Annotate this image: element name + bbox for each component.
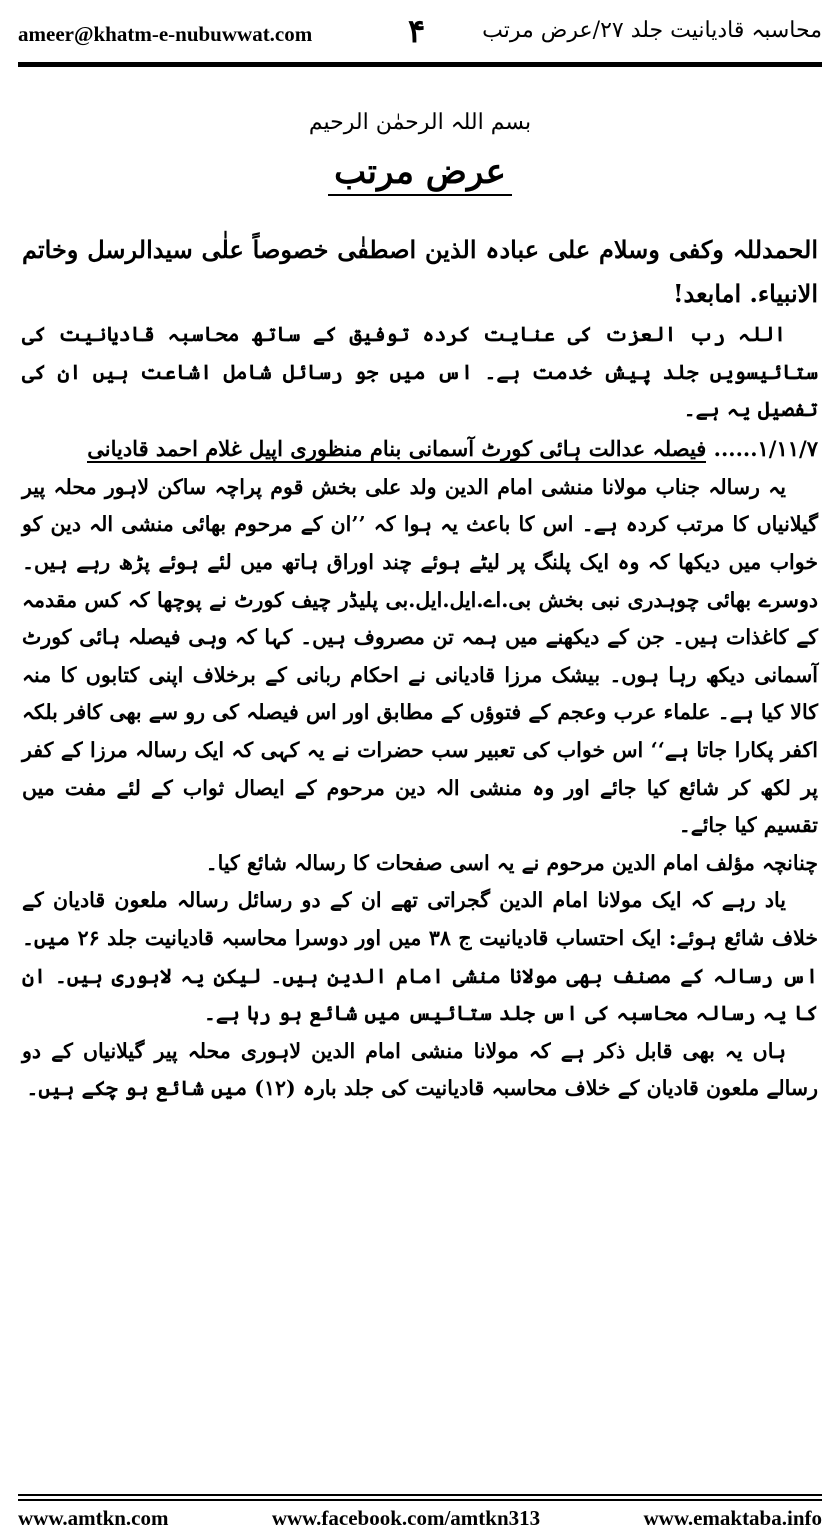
footer-link-emaktaba[interactable]: www.emaktaba.info xyxy=(643,1506,822,1530)
paragraph-2: چنانچہ مؤلف امام الدین مرحوم نے یہ اسی صفحات کا رسالہ شائع کیا۔ xyxy=(205,850,818,875)
intro-paragraph: اللہ رب العزت کی عنایت کردہ توفیق کے ساتھ محاسبہ قادیانیت کی ستائیسویں جلد پیش خدمت ہے۔ اس میں جو رسائل شامل اشاعت ہیں ان کی تفصیل یہ ہے۔ xyxy=(22,322,818,422)
page-header xyxy=(18,14,822,58)
basmala: بسم اللہ الرحمٰن الرحیم xyxy=(308,110,532,135)
page-footer xyxy=(18,1506,822,1536)
header-email: ameer@khatm-e-nubuwwat.com xyxy=(18,22,313,46)
paragraph-1: یہ رسالہ جناب مولانا منشی امام الدین ولد علی بخش قوم پراچہ ساکن لاہور محلہ پیر گیلانیاں کا مرتب کردہ ہے۔ اس کا باعث یہ ہوا کہ ’’ان کے مرحوم بھائی منشی الہ دین کو خواب میں دیکھا کہ وہ ایک پلنگ پر لیٹے ہوئے چند اوراق ہاتھ میں لئے ہوئے پڑھ رہے ہیں۔ دوسرے بھائی چوہدری نبی بخش بی.اے.ایل.ایل.بی پلیڈر چیف کورٹ نے پوچھا کہ کس مقدمہ کے کاغذات ہیں۔ جن کے دیکھنے میں ہمہ تن مصروف ہیں۔ کہا کہ وہی فیصلہ ہائی کورٹ آسمانی دیکھ رہا ہوں۔ بیشک مرزا قادیانی نے احکام ربانی کے برخلاف اپنی کتابوں کا منہ کالا کیا ہے۔ علماء عرب وعجم کے فتوؤں کے مطابق اور اس فیصلہ کی رو سے بھی کافر بلکہ اکفر پکارا جاتا ہے‘‘ اس خواب کی تعبیر سب حضرات نے یہ کہی کہ ایک رسالہ مرزا کے کفر پر لکھ کر شائع کیا جائے اور وہ منشی الہ دین مرحوم کے ایصال ثواب کے لئے مفت میں تقسیم کیا جائے۔ xyxy=(22,474,818,838)
section-title-text: عرض مرتب xyxy=(328,152,512,196)
page-number: ۴ xyxy=(408,12,426,50)
footer-rule-bottom xyxy=(18,1499,822,1501)
item-title: فیصلہ عدالت ہائی کورٹ آسمانی بنام منظوری اپیل غلام احمد قادیانی xyxy=(87,435,707,461)
section-title xyxy=(0,152,840,192)
item-heading xyxy=(22,429,818,469)
footer-link-facebook[interactable]: www.facebook.com/amtkn313 xyxy=(271,1506,541,1530)
paragraph-4: ہاں یہ بھی قابل ذکر ہے کہ مولانا منشی امام الدین لاہوری محلہ پیر گیلانیاں کے دو رسالے ملعون قادیان کے خلاف محاسبہ قادیانیت کی جلد بارہ (۱۲) میں شائع ہو چکے ہیں۔ xyxy=(22,1038,818,1101)
item-number: ۱/۱۱/۷ xyxy=(757,435,818,461)
footer-rule-top xyxy=(18,1494,822,1496)
item-dots: ...... xyxy=(713,435,758,461)
footer-link-amtkn[interactable]: www.amtkn.com xyxy=(18,1506,169,1530)
header-rule xyxy=(18,62,822,67)
running-title: محاسبہ قادیانیت جلد ۲۷/عرض مرتب xyxy=(482,18,822,43)
paragraph-3: یاد رہے کہ ایک مولانا امام الدین گجراتی تھے ان کے دو رسائل رسالہ ملعون قادیان کے خلاف شائع ہوئے: ایک احتساب قادیانیت ج ۳۸ میں اور دوسرا محاسبہ قادیانیت جلد ۲۶ میں۔ اس رسالہ کے مصنف بھی مولانا منشی امام الدین ہیں۔ لیکن یہ لاہوری ہیں۔ ان کا یہ رسالہ محاسبہ کی اس جلد ستائیس میں شائع ہو رہا ہے۔ xyxy=(22,888,819,1026)
opening-arabic: الحمدللہ وکفی وسلام علی عبادہ الذین اصطفٰی خصوصاً علٰی سیدالرسل وخاتم الانبیاء. امابعد! xyxy=(22,235,818,308)
body-text xyxy=(22,228,818,1108)
